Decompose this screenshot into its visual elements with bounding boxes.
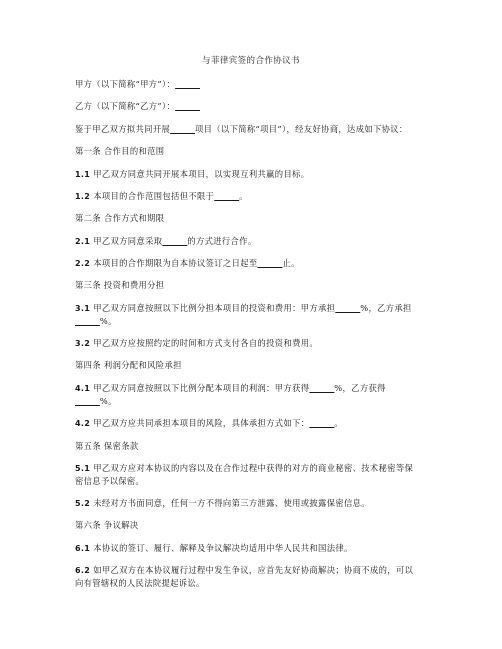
article-4-heading: 第四条 利润分配和风险承担 [75, 360, 182, 370]
clause-3-1-cont: ______%。 [75, 316, 117, 326]
party-b-blank: ______ [175, 101, 201, 111]
clause-1-1: 1.1 甲乙双方同意共同开展本项目，以实现互利共赢的目标。 [75, 169, 310, 179]
clause-5-1: 5.1 甲乙双方应对本协议的内容以及在合作过程中获得的对方的商业秘密、技术秘密等保 [75, 463, 414, 473]
article-5-heading: 第五条 保密条款 [75, 441, 139, 451]
preamble: 鉴于甲乙双方拟共同开展______项目（以下简称“项目”），经友好协商，达成如下协议： [75, 124, 408, 134]
risk-method-blank: ______ [309, 418, 335, 428]
party-a-blank: ______ [175, 79, 201, 89]
clause-6-2-cont: 向有管辖权的人民法院提起诉讼。 [75, 578, 205, 588]
article-2-heading: 第二条 合作方式和期限 [75, 213, 165, 223]
party-b-share-blank: ______ [75, 316, 100, 326]
party-a-line [75, 78, 435, 90]
clause-2-2: 2.2 本项目的合作期限为自本协议签订之日起至______止。 [75, 258, 300, 268]
clause-3-2: 3.2 甲乙双方应按照约定的时间和方式支付各自的投资和费用。 [75, 338, 319, 348]
party-b-line [75, 100, 435, 112]
project-name-blank: ______ [170, 124, 196, 134]
clause-5-2: 5.2 未经对方书面同意，任何一方不得向第三方泄露、使用或披露保密信息。 [75, 498, 370, 508]
party-b-profit-blank: ______ [75, 396, 100, 406]
clause-4-1: 4.1 甲乙双方同意按照以下比例分配本项目的利润：甲方获得______%，乙方获得 [75, 383, 386, 393]
clause-2-1: 2.1 甲乙双方同意采取______的方式进行合作。 [75, 236, 257, 246]
article-3-heading: 第三条 投资和费用分担 [75, 280, 165, 290]
clause-3-1: 3.1 甲乙双方同意按照以下比例分担本项目的投资和费用：甲方承担______%，乙方承担 [75, 303, 412, 313]
party-a-share-blank: ______ [335, 303, 361, 313]
party-a-profit-blank: ______ [309, 383, 335, 393]
clause-6-1: 6.1 本协议的签订、履行、解释及争议解决均适用中华人民共和国法律。 [75, 543, 353, 553]
article-1-heading: 第一条 合作目的和范围 [75, 146, 165, 156]
method-blank: ______ [162, 236, 188, 246]
party-b-label: 乙方（以下简称“乙方”）： [75, 101, 176, 111]
clause-4-1-cont: ______%。 [75, 396, 117, 406]
clause-6-2: 6.2 如甲乙双方在本协议履行过程中发生争议，应首先友好协商解决；协商不成的，可以 [75, 565, 414, 575]
document-title: 与菲律宾签的合作协议书 [202, 56, 300, 66]
clause-4-2: 4.2 甲乙双方应共同承担本项目的风险，具体承担方式如下：______。 [75, 418, 343, 428]
article-6-heading: 第六条 争议解决 [75, 520, 139, 530]
term-end-blank: ______ [257, 258, 283, 268]
clause-1-2: 1.2 本项目的合作范围包括但不限于______。 [75, 191, 248, 201]
clause-5-1-cont: 密信息予以保密。 [75, 476, 145, 486]
scope-blank: ______ [214, 191, 240, 201]
party-a-label: 甲方（以下简称“甲方”）： [75, 79, 176, 89]
